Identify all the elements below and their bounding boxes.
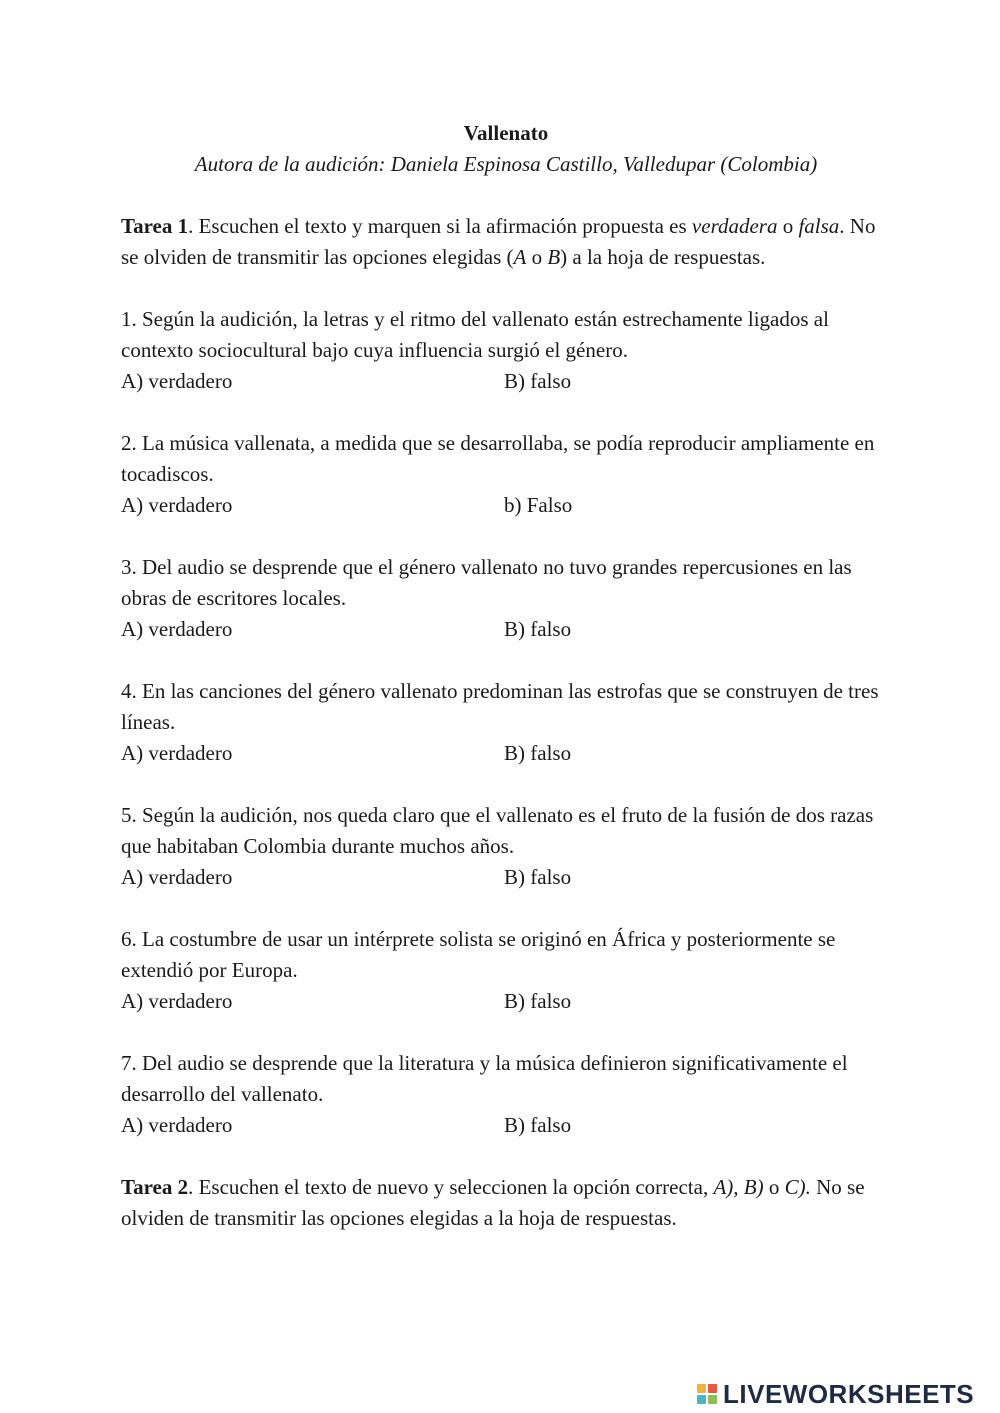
question-options <box>121 862 891 893</box>
option-a[interactable]: A) verdadero <box>121 617 233 641</box>
task2-label: Tarea 2 <box>121 1175 189 1199</box>
option-b[interactable]: B) falso <box>504 369 572 393</box>
liveworksheets-logo[interactable] <box>697 1377 974 1411</box>
task2-opts: C). <box>784 1175 811 1199</box>
question-text: 1. Según la audición, la letras y el ritmo del vallenato están estrechamente ligados al contexto sociocultural bajo cuya influencia surgió el género. <box>121 307 829 362</box>
task1-text: ) a la hoja de respuestas. <box>560 245 766 269</box>
task1-text: . No se olviden de transmitir las opciones elegidas ( <box>121 214 876 269</box>
logo-square <box>697 1395 706 1404</box>
question-options <box>121 614 891 645</box>
task2-text: No se olviden de transmitir las opciones elegidas a la hoja de respuestas. <box>121 1175 865 1230</box>
option-a[interactable]: A) verdadero <box>121 493 233 517</box>
task1-text: . Escuchen el texto y marquen si la afirmación propuesta es <box>188 214 692 238</box>
question-options <box>121 738 891 769</box>
logo-square <box>697 1384 706 1393</box>
brand-name: LIVEWORKSHEETS <box>723 1378 975 1409</box>
question-item <box>121 552 891 645</box>
question-options <box>121 490 891 521</box>
worksheet-page <box>121 118 891 1234</box>
option-b[interactable]: B) falso <box>504 865 572 889</box>
option-a[interactable]: A) verdadero <box>121 369 233 393</box>
question-item <box>121 1048 891 1141</box>
logo-square <box>708 1384 717 1393</box>
question-options <box>121 366 891 397</box>
task2-text: . Escuchen el texto de nuevo y seleccionen la opción correcta, <box>188 1175 714 1199</box>
page-subtitle: Autora de la audición: Daniela Espinosa Castillo, Valledupar (Colombia) <box>194 152 818 176</box>
option-a[interactable]: A) verdadero <box>121 741 233 765</box>
option-a[interactable]: A) verdadero <box>121 1113 233 1137</box>
logo-icon <box>697 1384 717 1404</box>
question-text: 2. La música vallenata, a medida que se desarrollaba, se podía reproducir ampliamente en tocadiscos. <box>121 431 875 486</box>
question-item <box>121 924 891 1017</box>
question-item <box>121 304 891 397</box>
question-item <box>121 800 891 893</box>
option-b[interactable]: B) falso <box>504 741 572 765</box>
option-b[interactable]: b) Falso <box>504 493 573 517</box>
task1-opt-b: B <box>547 245 561 269</box>
task1-text: o <box>777 214 799 238</box>
question-text: 4. En las canciones del género vallenato predominan las estrofas que se construyen de tres líneas. <box>121 679 879 734</box>
question-text: 6. La costumbre de usar un intérprete solista se originó en África y posteriormente se extendió por Europa. <box>121 927 836 982</box>
option-a[interactable]: A) verdadero <box>121 989 233 1013</box>
page-title: Vallenato <box>463 121 549 145</box>
task1-falsa: falsa <box>798 214 840 238</box>
task2-instructions <box>121 1172 891 1234</box>
option-a[interactable]: A) verdadero <box>121 865 233 889</box>
option-b[interactable]: B) falso <box>504 1113 572 1137</box>
question-options <box>121 986 891 1017</box>
task1-instructions <box>121 211 891 273</box>
question-text: 3. Del audio se desprende que el género vallenato no tuvo grandes repercusiones en las obras de escritores locales. <box>121 555 852 610</box>
question-text: 5. Según la audición, nos queda claro que el vallenato es el fruto de la fusión de dos razas que habitaban Colombia durante muchos años. <box>121 803 874 858</box>
question-options <box>121 1110 891 1141</box>
question-item <box>121 428 891 521</box>
task2-opts: A), B) <box>713 1175 764 1199</box>
task2-text: o <box>763 1175 785 1199</box>
option-b[interactable]: B) falso <box>504 989 572 1013</box>
task1-text: o <box>526 245 548 269</box>
task1-verdadera: verdadera <box>691 214 778 238</box>
task1-opt-a: A <box>513 245 527 269</box>
option-b[interactable]: B) falso <box>504 617 572 641</box>
question-item <box>121 676 891 769</box>
logo-square <box>708 1395 717 1404</box>
question-text: 7. Del audio se desprende que la literatura y la música definieron significativamente el desarrollo del vallenato. <box>121 1051 848 1106</box>
task1-label: Tarea 1 <box>121 214 189 238</box>
